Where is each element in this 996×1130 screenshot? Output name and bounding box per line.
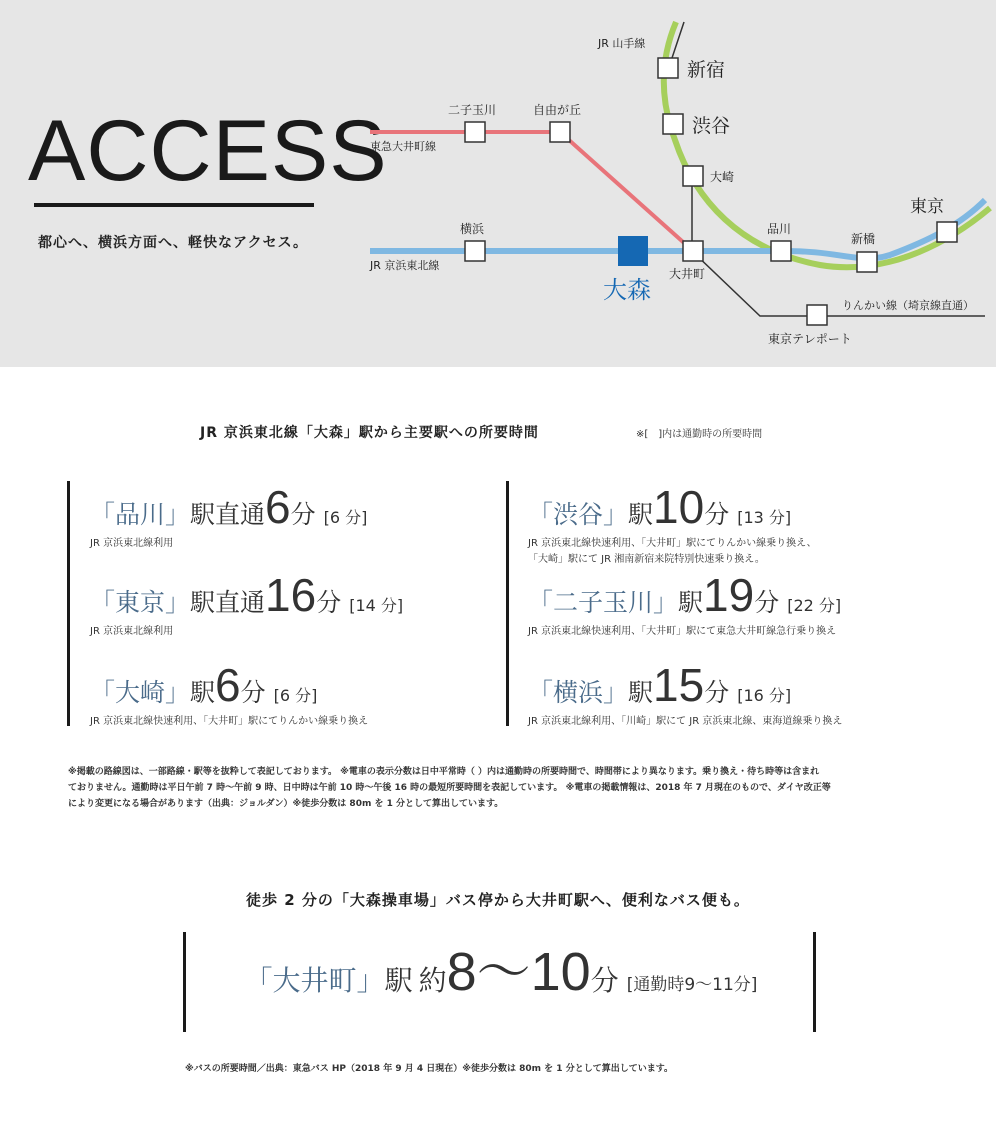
time-entry-yokohama [528,659,843,730]
entry-minutes: 16 [265,569,317,621]
station-marker-shibuya [663,114,683,134]
station-marker-yokohama [465,241,485,261]
entry-station: 「大崎」 [90,678,191,707]
time-entry-shinagawa [90,481,368,552]
station-marker-shinagawa [771,241,791,261]
entry-desc [528,714,842,730]
label-shinagawa: 品川 [767,222,792,236]
label-shibuya: 渋谷 [692,115,731,137]
bus-footnote: ※バスの所要時間／出典：東急バス HP（2018 年 9 月 4 日現在）※徒歩分数は 80m を 1 分として算出しています。 [185,1064,673,1074]
time-entry-tokyo [90,569,404,640]
bus-suffix: 駅 [384,964,413,997]
entry-suffix: 駅 [190,678,216,707]
entry-minutes: 19 [703,569,755,621]
entry-rush: [6 分] [273,686,318,705]
footnote-line: ておりません。通勤時は平日午前 7 時〜午前 9 時、日中時は午前 10 時〜午後 16 時の最短所要時間を表記しています。 ※電車の掲載情報は、2018 年 7 月現在のもので、ダイヤ改正等 [68,783,831,794]
label-oimachi: 大井町 [669,267,706,281]
entry-desc [528,536,817,568]
station-marker-oimachi [683,241,703,261]
entry-desc-line: 「大崎」駅にて JR 湘南新宿来院特別快速乗り換え。 [528,554,765,565]
entry-suffix: 駅直通 [190,588,266,617]
station-marker-shimbashi [857,252,877,272]
entry-station: 「二子玉川」 [528,588,679,617]
label-tokyo: 東京 [910,197,944,217]
entry-desc-line: JR 京浜東北線利用 [90,626,174,637]
time-entry-shibuya [528,481,817,568]
entry-station: 「渋谷」 [528,500,629,529]
entry-unit: 分 [754,588,780,617]
entry-rush: [13 分] [737,508,792,527]
bus-left-rule [183,932,186,1032]
station-marker-teleport [807,305,827,325]
entry-rush: [6 分] [323,508,368,527]
entry-unit: 分 [240,678,266,707]
label-teleport: 東京テレポート [768,332,852,346]
entry-station: 「横浜」 [528,678,629,707]
bus-minutes: 8〜10 [446,942,591,1002]
entry-station: 「東京」 [90,588,191,617]
entry-desc-line: JR 京浜東北線利用 [90,538,174,549]
entry-minutes: 6 [215,659,241,711]
time-entry-osaki [90,659,369,730]
entry-unit: 分 [704,678,730,707]
station-marker-osaki [683,166,703,186]
time-entry-futako-tamagawa [528,569,842,640]
entry-suffix: 駅 [678,588,704,617]
bus-time-box [188,942,814,1002]
label-osaki: 大崎 [710,170,735,184]
entry-unit: 分 [704,500,730,529]
entry-rush: [14 分] [349,596,404,615]
entry-minutes: 6 [265,481,291,533]
label-jiyugaoka: 自由が丘 [533,103,582,117]
bus-heading: 徒歩 2 分の「大森操車場」バス停から大井町駅へ、便利なバス便も。 [246,891,750,909]
label-yamanote: JR 山手線 [598,37,646,50]
access-title: ACCESS [28,103,388,199]
bus-rush: [通勤時9〜11分] [626,975,758,995]
entry-suffix: 駅 [628,678,654,707]
label-shimbashi: 新橋 [851,232,876,246]
access-tagline: 都心へ、横浜方面へ、軽快なアクセス。 [38,235,308,251]
times-heading-note: ※[ ]内は通勤時の所要時間 [636,429,763,440]
station-marker-tokyo [937,222,957,242]
bus-station: 「大井町」 [244,964,385,997]
bus-unit: 分 [590,964,619,997]
label-tokyu: 東急大井町線 [370,140,436,153]
entry-desc-line: JR 京浜東北線利用、「川崎」駅にて JR 京浜東北線、東海道線乗り換え [528,716,843,727]
station-marker-jiyugaoka [550,122,570,142]
access-map-band [0,0,996,367]
label-keihin: JR 京浜東北線 [370,259,440,272]
right-column-rule [506,481,509,726]
times-heading: JR 京浜東北線「大森」駅から主要駅への所要時間 [200,425,539,441]
entry-minutes: 10 [653,481,705,533]
entry-rush: [16 分] [737,686,792,705]
bus-approx: 約 [418,964,447,997]
station-marker-shinjuku [658,58,678,78]
entry-suffix: 駅直通 [190,500,266,529]
label-shinjuku: 新宿 [687,59,726,81]
label-rinkai: りんかい線（埼京線直通） [842,299,974,312]
entry-desc [90,624,403,640]
entry-suffix: 駅 [628,500,654,529]
entry-desc [90,536,367,552]
footnote-line: により変更になる場合があります（出典：ジョルダン）※徒歩分数は 80m を 1 分として算出しています。 [68,799,504,810]
label-omori: 大森 [603,276,651,304]
entry-unit: 分 [290,500,316,529]
footnote-line: ※掲載の路線図は、一部路線・駅等を抜粋して表記しております。 ※電車の表示分数は日中平常時（ ）内は通勤時の所要時間で、時間帯により異なります。乗り換え・待ち時等は含まれ [68,767,820,777]
entry-desc [528,624,841,640]
entry-minutes: 15 [653,659,705,711]
entry-desc-line: JR 京浜東北線快速利用、「大井町」駅にて東急大井町線急行乗り換え [528,626,837,637]
entry-unit: 分 [316,588,342,617]
entry-desc [90,714,368,730]
entry-desc-line: JR 京浜東北線快速利用、「大井町」駅にてりんかい線乗り換え、 [528,538,817,549]
label-futako: 二子玉川 [448,103,497,117]
left-column-rule [67,481,70,726]
station-marker-futako [465,122,485,142]
times-footnote [68,764,938,813]
entry-rush: [22 分] [787,596,842,615]
entry-station: 「品川」 [90,500,191,529]
route-map [0,0,996,367]
entry-desc-line: JR 京浜東北線快速利用、「大井町」駅にてりんかい線乗り換え [90,716,369,727]
station-marker-omori [618,236,648,266]
label-yokohama: 横浜 [460,222,485,236]
